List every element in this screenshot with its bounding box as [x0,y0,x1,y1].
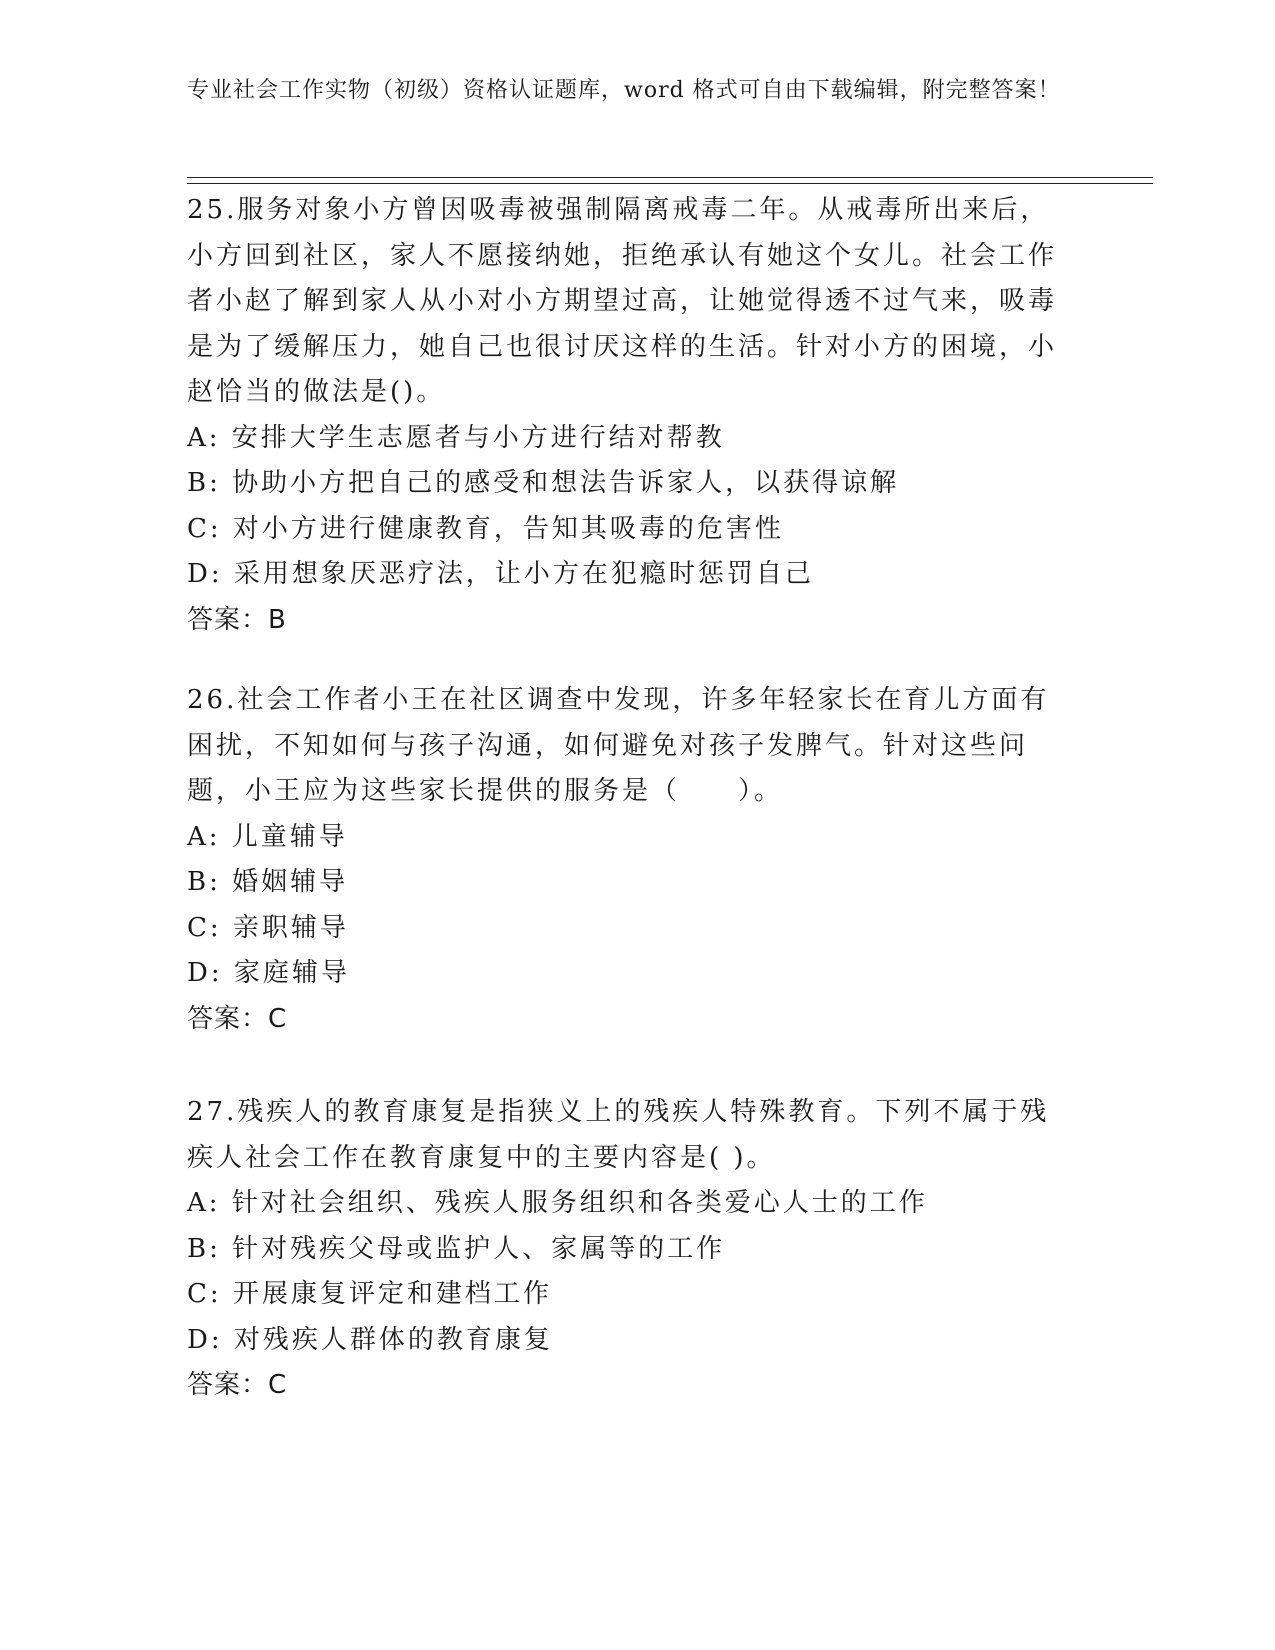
answer-line: 答案：C [187,1370,288,1400]
option-b: B: 针对残疾父母或监护人、家属等的工作 [187,1233,726,1264]
option-b: B: 婚姻辅导 [187,867,349,897]
option-d: D: 家庭辅导 [187,958,350,988]
question-stem: 27.残疾人的教育康复是指狭义上的残疾人特殊教育。下列不属于残疾人社会工作在教育康复中的主要内容是( )。 [187,1097,1050,1173]
option-d: D: 采用想象厌恶疗法，让小方在犯瘾时惩罚自己 [187,559,814,589]
question-26 [187,678,1077,1042]
question-stem: 25.服务对象小方曾因吸毒被强制隔离戒毒二年。从戒毒所出来后，小方回到社区，家人不愿接纳她，拒绝承认有她这个女儿。社会工作者小赵了解到家人从小对小方期望过高，让她觉得透不过气来，吸毒是为了缓解压力，她自己也很讨厌这样的生活。针对小方的困境，小赵恰当的做法是()。 [187,195,1058,407]
option-c: C: 开展康复评定和建档工作 [187,1279,552,1309]
answer-line: 答案：C [187,1003,288,1034]
question-25 [187,188,1077,643]
answer-line: 答案：B [187,604,287,635]
option-b: B: 协助小方把自己的感受和想法告诉家人，以获得谅解 [187,468,900,498]
document-header: 专业社会工作实物（初级）资格认证题库，word 格式可自由下载编辑，附完整答案！ [187,78,1061,103]
option-a: A: 针对社会组织、残疾人服务组织和各类爱心人士的工作 [187,1188,928,1218]
option-a: A: 儿童辅导 [187,821,348,852]
question-stem: 26.社会工作者小王在社区调查中发现，许多年轻家长在育儿方面有困扰，不知如何与孩子沟通，如何避免对孩子发脾气。针对这些问题，小王应为这些家长提供的服务是（ ）。 [187,685,1050,806]
option-c: C: 亲职辅导 [187,912,349,943]
option-d: D: 对残疾人群体的教育康复 [187,1324,553,1355]
option-a: A: 安排大学生志愿者与小方进行结对帮教 [187,422,725,453]
header-divider-top [187,177,1153,178]
option-c: C: 对小方进行健康教育，告知其吸毒的危害性 [187,513,784,544]
header-divider-bottom [187,183,1153,184]
question-27 [187,1090,1077,1409]
